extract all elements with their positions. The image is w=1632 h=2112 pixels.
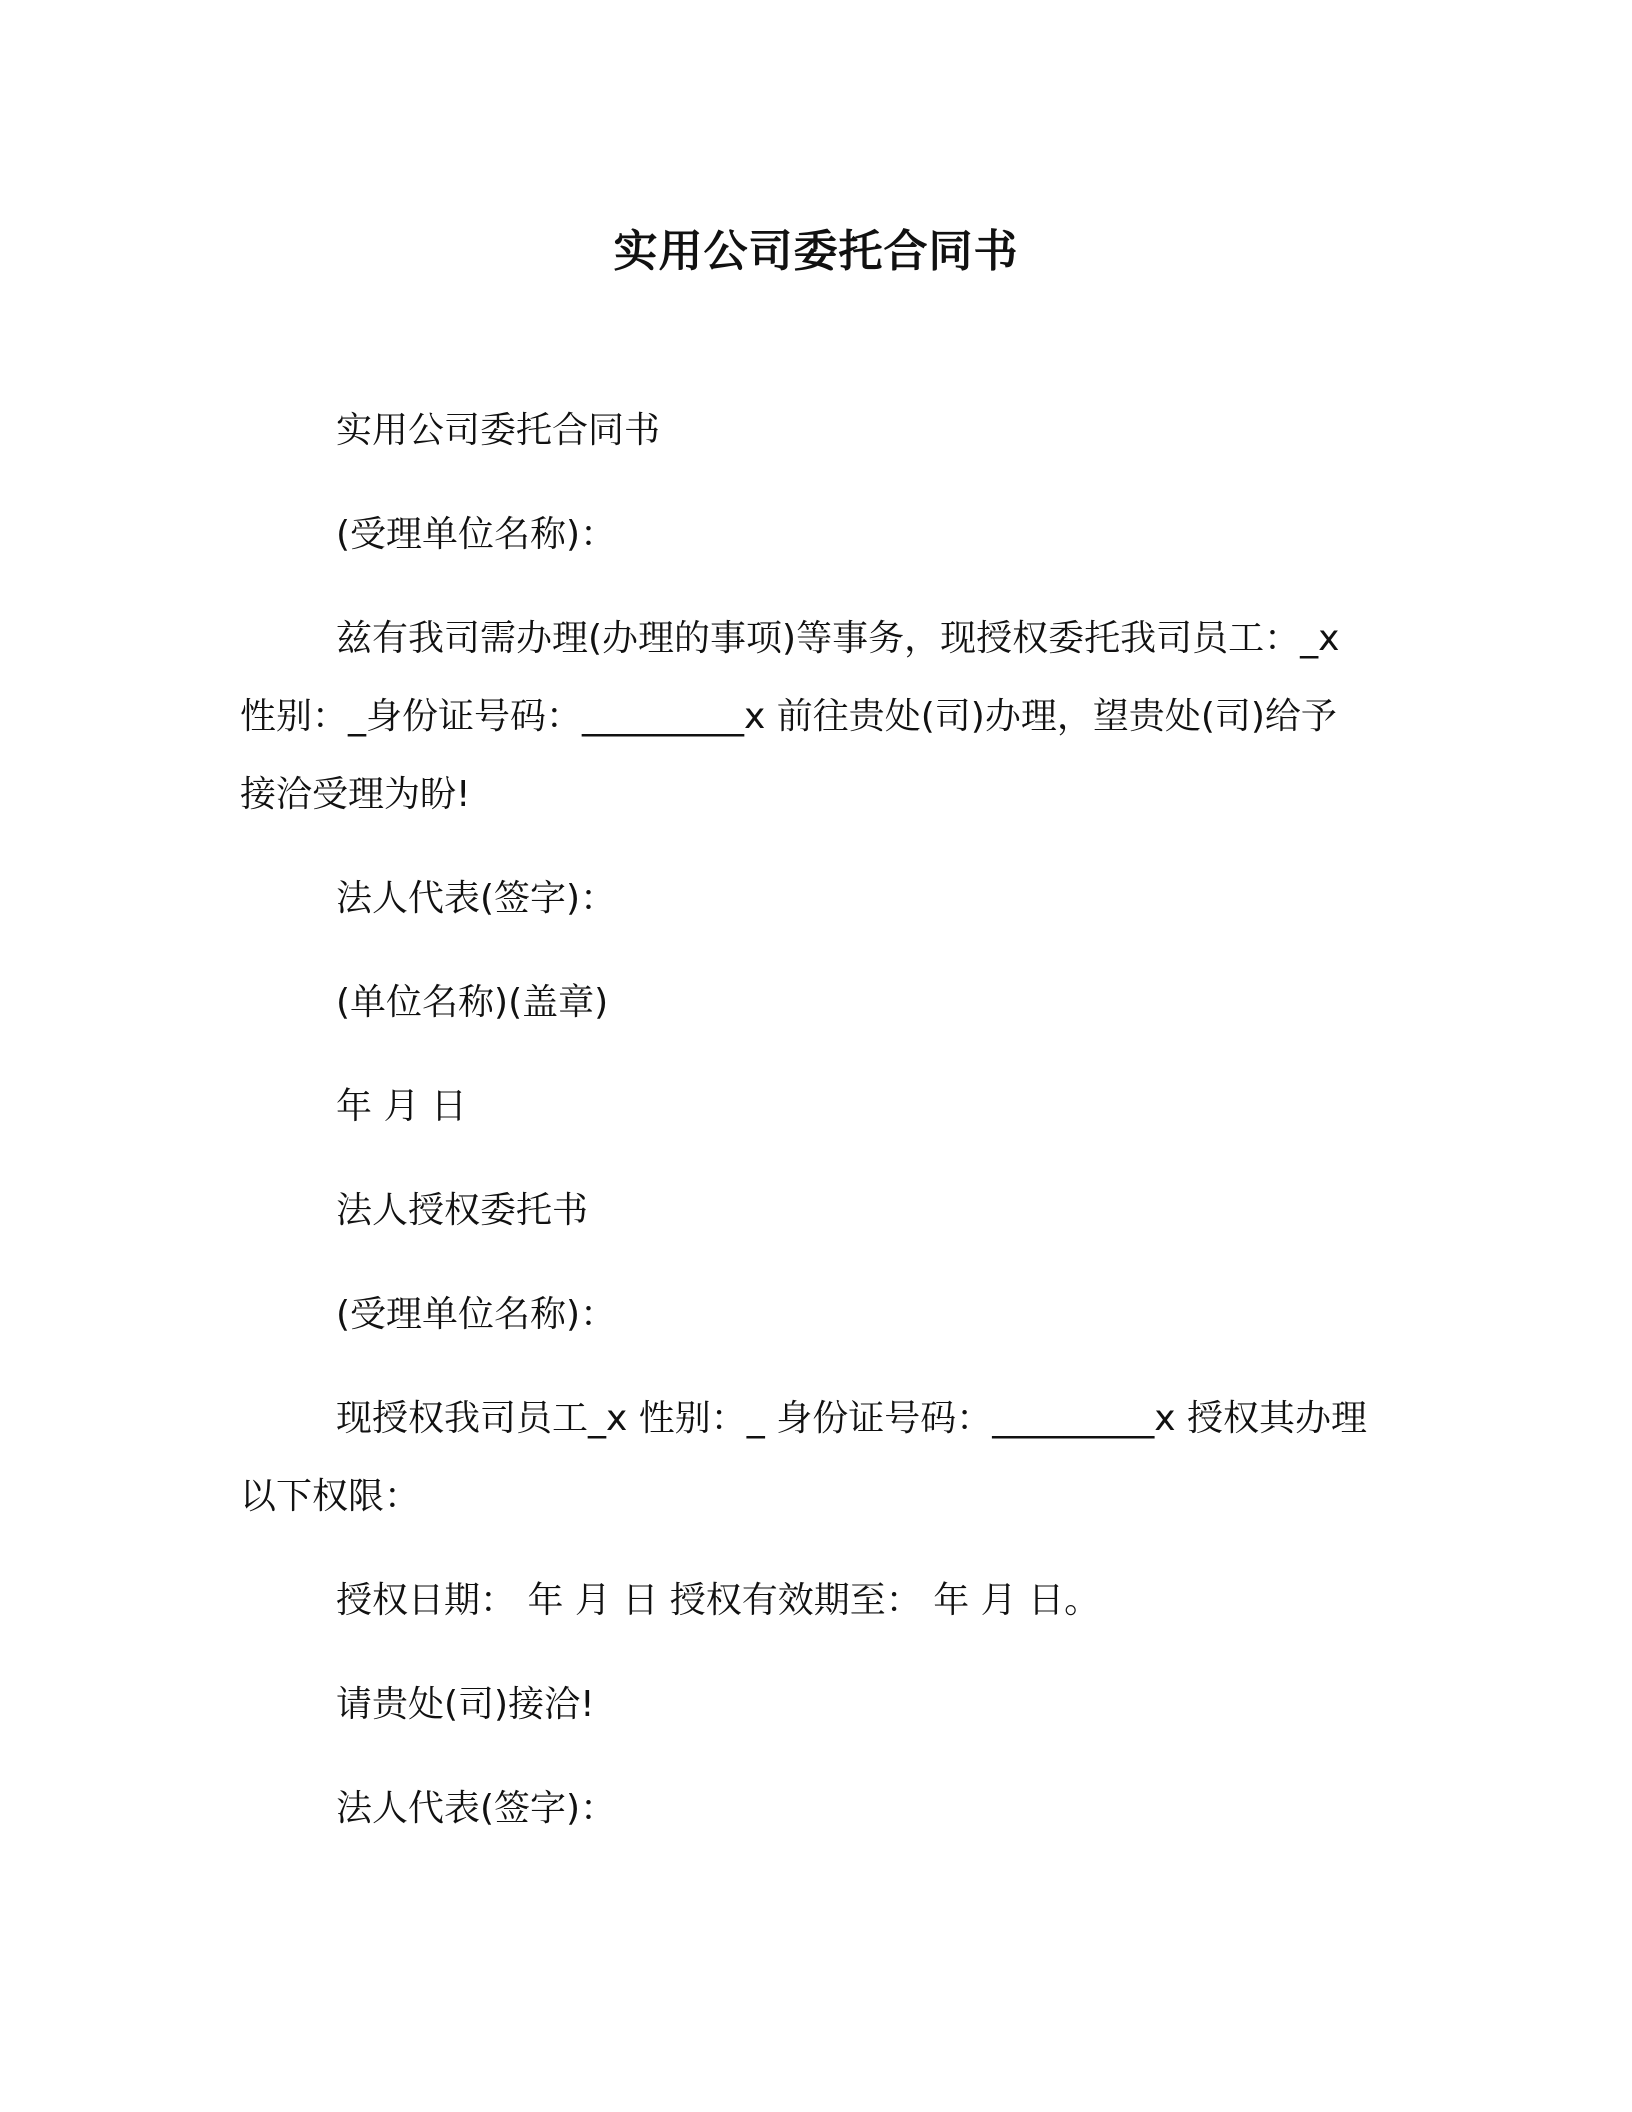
paragraph-company-seal: (单位名称)(盖章) <box>336 982 609 1023</box>
paragraph-legal-rep-signature: 法人代表(签字)： <box>336 878 617 919</box>
paragraph-recipient: (受理单位名称)： <box>336 514 617 555</box>
paragraph-heading: 实用公司委托合同书 <box>336 410 661 451</box>
paragraph-date: 年 月 日 <box>336 1086 467 1127</box>
paragraph-legal-rep-signature-2: 法人代表(签字)： <box>336 1788 617 1829</box>
paragraph-section-heading: 法人授权委托书 <box>336 1190 589 1231</box>
paragraph-authorization: 兹有我司需办理(办理的事项)等事务，现授权委托我司员工：_x 性别：_身份证号码：_________x 前往贵处(司)办理，望贵处(司)给予接洽受理为盼! <box>240 618 1340 815</box>
paragraph-authorization-2: 现授权我司员工_x 性别：_ 身份证号码：_________x 授权其办理以下权限： <box>240 1398 1367 1517</box>
paragraph-recipient-2: (受理单位名称)： <box>336 1294 617 1335</box>
paragraph-authorization-dates: 授权日期： 年 月 日 授权有效期至： 年 月 日。 <box>336 1580 1101 1621</box>
document-title: 实用公司委托合同书 <box>613 226 1019 277</box>
document-body <box>240 392 1370 1874</box>
paragraph-request: 请贵处(司)接洽! <box>336 1684 595 1725</box>
